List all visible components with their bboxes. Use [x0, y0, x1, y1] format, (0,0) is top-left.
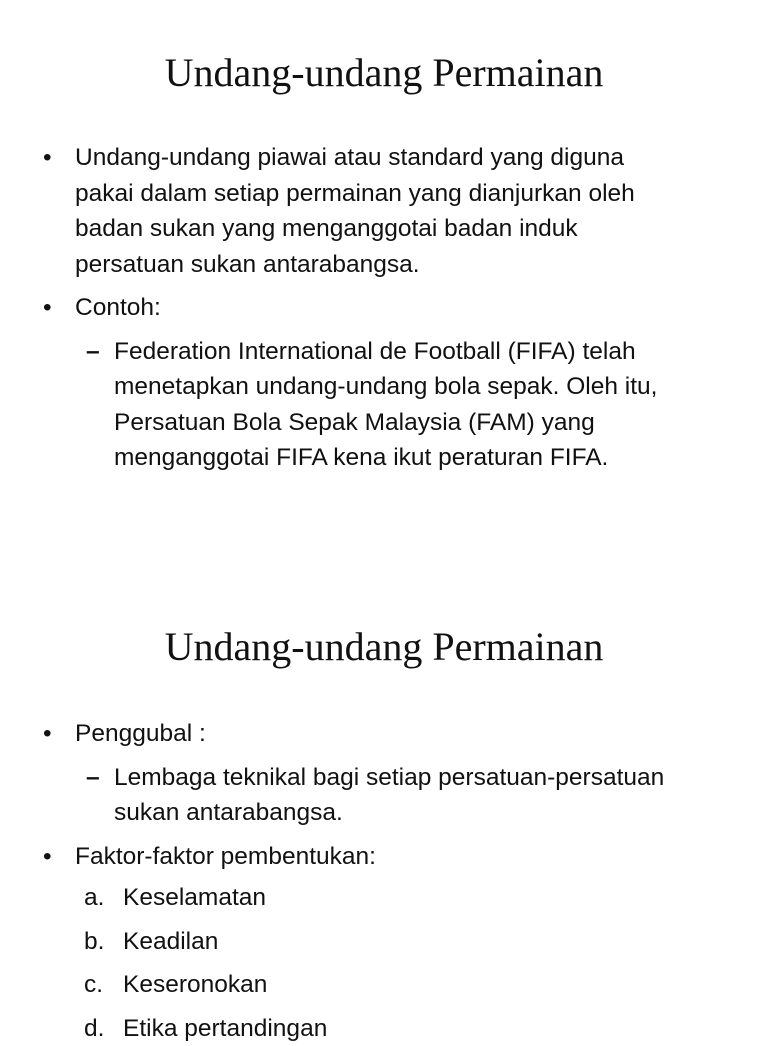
bullet-icon: • — [43, 716, 63, 752]
text-line: Undang-undang piawai atau standard yang diguna — [75, 144, 624, 171]
sub-bullet-item-fifa — [0, 334, 768, 476]
bullet-item-example — [0, 290, 768, 326]
slide-title: Undang-undang Permainan — [0, 49, 768, 97]
text-line: pakai dalam setiap permainan yang dianjurkan oleh — [75, 180, 635, 207]
dash-icon: – — [86, 760, 106, 796]
text-line: Contoh: — [75, 294, 161, 321]
dash-icon: – — [86, 334, 106, 370]
list-marker: d. — [84, 1011, 118, 1046]
bullet-text — [75, 716, 725, 752]
text-line: persatuan sukan antarabangsa. — [75, 251, 420, 278]
list-item-etika — [0, 1011, 768, 1046]
list-marker: b. — [84, 924, 118, 960]
list-item-text: Keadilan — [123, 924, 723, 960]
slide-body — [0, 140, 768, 476]
text-line: Faktor-faktor pembentukan: — [75, 843, 376, 870]
list-item-keselamatan — [0, 880, 768, 916]
bullet-item-penggubal — [0, 716, 768, 752]
list-item-text: Keseronokan — [123, 967, 723, 1003]
text-line: Federation International de Football (FIFA) telah — [114, 338, 636, 365]
bullet-text — [75, 290, 725, 326]
text-line: menganggotai FIFA kena ikut peraturan FIFA. — [114, 444, 608, 471]
bullet-item-definition — [0, 140, 768, 282]
slide-body — [0, 716, 768, 1046]
list-item-text: Keselamatan — [123, 880, 723, 916]
text-line: badan sukan yang menganggotai badan induk — [75, 215, 578, 242]
sub-bullet-text — [114, 760, 729, 831]
list-item-text: Etika pertandingan — [123, 1011, 723, 1046]
bullet-item-faktor — [0, 839, 768, 875]
text-line: sukan antarabangsa. — [114, 799, 343, 826]
sub-bullet-text — [114, 334, 729, 476]
bullet-text — [75, 839, 725, 875]
text-line: Lembaga teknikal bagi setiap persatuan-persatuan — [114, 764, 664, 791]
bullet-icon: • — [43, 140, 63, 176]
slide-2 — [0, 576, 768, 1024]
bullet-icon: • — [43, 290, 63, 326]
list-marker: c. — [84, 967, 118, 1003]
text-line: menetapkan undang-undang bola sepak. Oleh itu, — [114, 373, 658, 400]
sub-bullet-item-lembaga — [0, 760, 768, 831]
list-item-keseronokan — [0, 967, 768, 1003]
text-line: Persatuan Bola Sepak Malaysia (FAM) yang — [114, 409, 595, 436]
bullet-icon: • — [43, 839, 63, 875]
text-line: Penggubal : — [75, 720, 206, 747]
list-marker: a. — [84, 880, 118, 916]
list-item-keadilan — [0, 924, 768, 960]
slide-title: Undang-undang Permainan — [0, 623, 768, 671]
bullet-text — [75, 140, 725, 282]
